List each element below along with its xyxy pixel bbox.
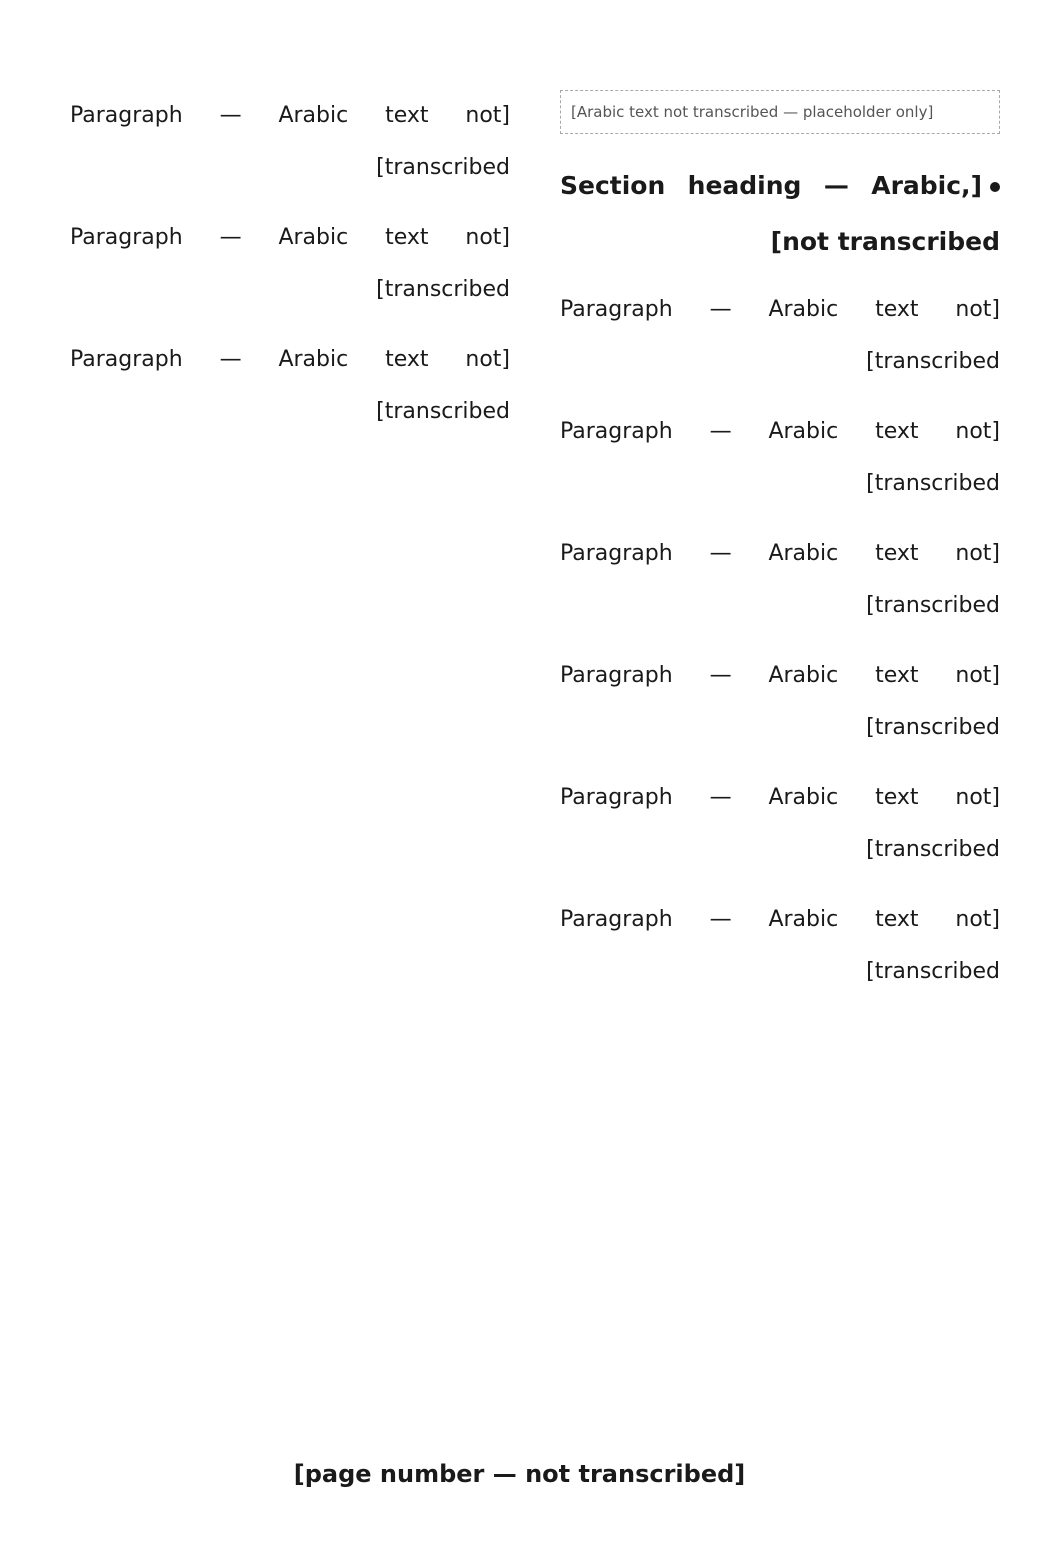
paragraph: [Paragraph — Arabic text not transcribed] bbox=[560, 297, 1000, 374]
transcription-notice: [Arabic text not transcribed — placeholder only] bbox=[560, 90, 1000, 134]
left-column bbox=[70, 90, 510, 456]
paragraph: [Paragraph — Arabic text not transcribed] bbox=[560, 907, 1000, 984]
paragraph: [Paragraph — Arabic text not transcribed] bbox=[560, 541, 1000, 618]
paragraph: [Paragraph — Arabic text not transcribed] bbox=[70, 103, 510, 180]
paragraph: [Paragraph — Arabic text not transcribed] bbox=[70, 347, 510, 424]
page-number: [page number — not transcribed] bbox=[293, 1460, 746, 1488]
paragraph: [Paragraph — Arabic text not transcribed] bbox=[560, 663, 1000, 740]
section-heading bbox=[560, 158, 1000, 270]
paragraph: [Paragraph — Arabic text not transcribed] bbox=[70, 225, 510, 302]
right-column bbox=[560, 90, 1000, 1016]
paragraph: [Paragraph — Arabic text not transcribed] bbox=[560, 785, 1000, 862]
section-heading-text: [Section heading — Arabic, not transcribed] bbox=[560, 171, 1000, 256]
bullet-icon bbox=[990, 182, 1000, 192]
paragraph: [Paragraph — Arabic text not transcribed] bbox=[560, 419, 1000, 496]
